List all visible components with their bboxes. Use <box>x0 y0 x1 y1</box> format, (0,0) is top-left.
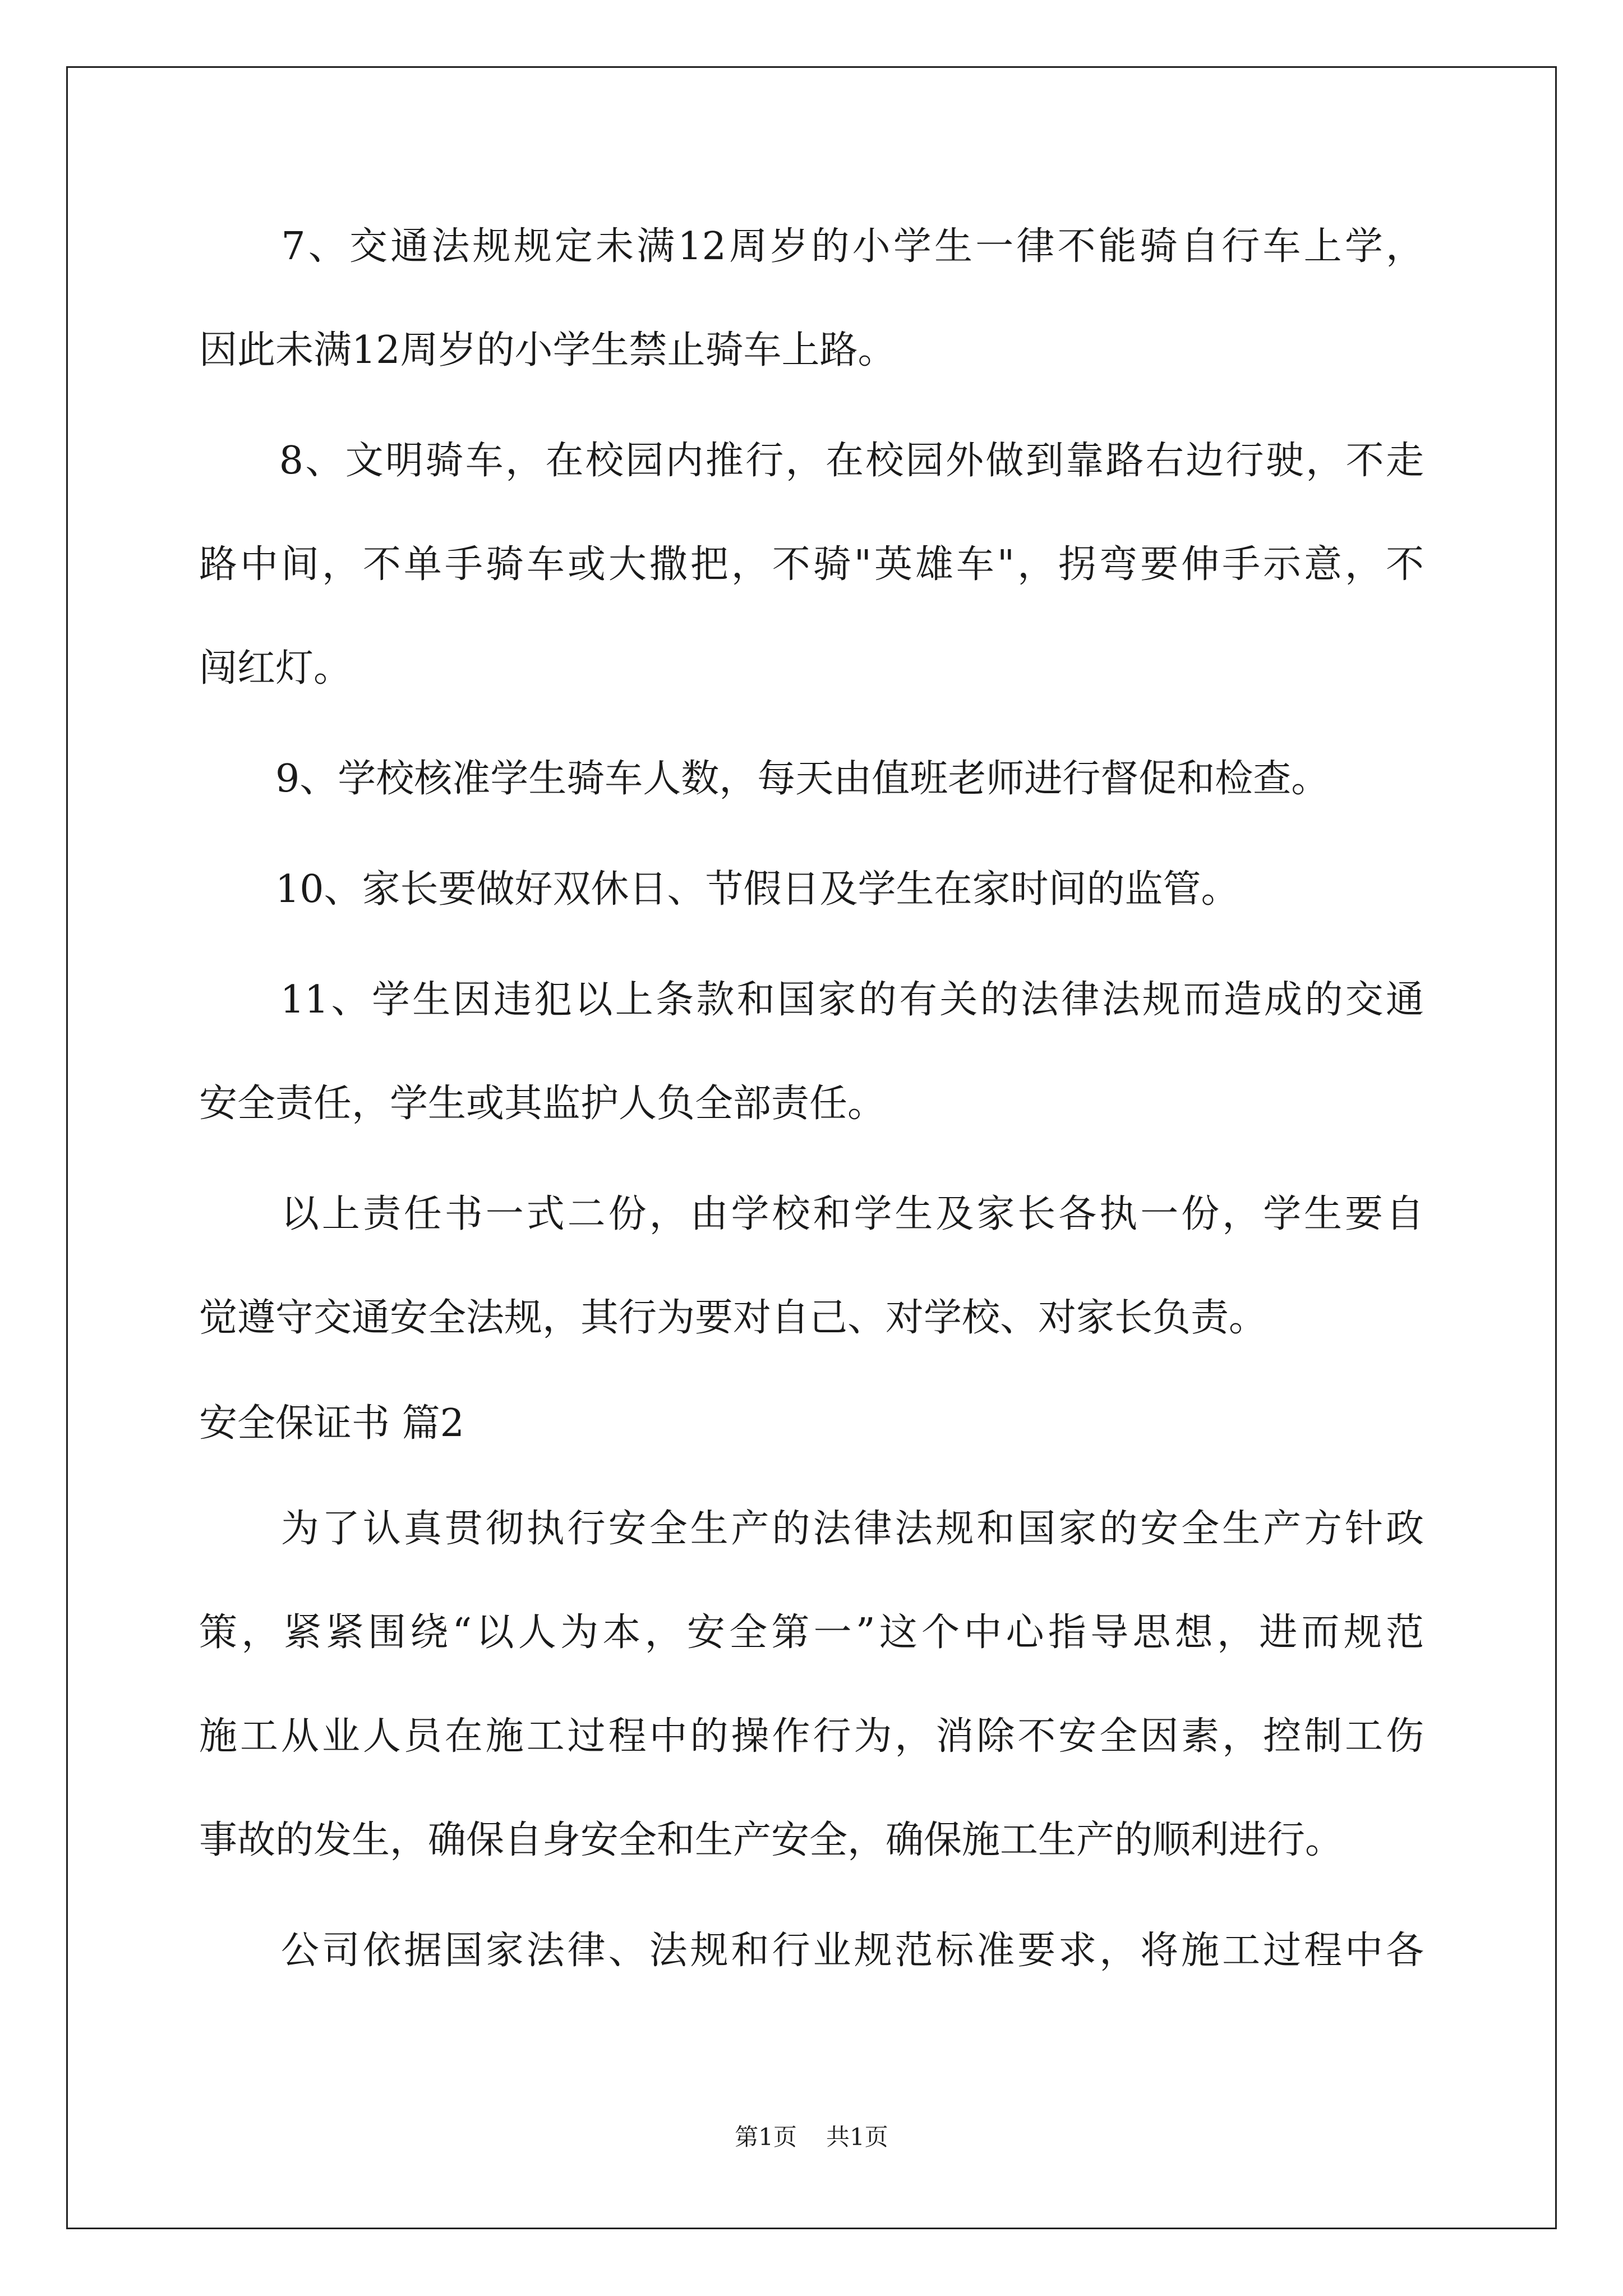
text-line: 路中间，不单手骑车或大撒把，不骑"英雄车"，拐弯要伸手示意，不 <box>199 542 1424 587</box>
text-line: 觉遵守交通安全法规，其行为要对自己、对学校、对家长负责。 <box>199 1296 1267 1340</box>
text-line: 7、交通法规规定未满12周岁的小学生一律不能骑自行车上学， <box>199 224 1424 269</box>
text-line: 10、家长要做好双休日、节假日及学生在家时间的监管。 <box>199 867 1239 912</box>
text-line: 闯红灯。 <box>199 646 352 691</box>
text-line: 8、文明骑车，在校园内推行，在校园外做到靠路右边行驶，不走 <box>199 439 1424 483</box>
text-line: 策，紧紧围绕“以人为本，安全第一”这个中心指导思想，进而规范 <box>199 1611 1424 1655</box>
text-line: 公司依据国家法律、法规和行业规范标准要求，将施工过程中各 <box>199 1929 1424 1973</box>
text-line: 施工从业人员在施工过程中的操作行为，消除不安全因素，控制工伤 <box>199 1714 1424 1759</box>
text-line: 事故的发生，确保自身安全和生产安全，确保施工生产的顺利进行。 <box>199 1818 1344 1862</box>
page-number-total: 共1页 <box>826 2123 888 2151</box>
text-line: 以上责任书一式二份，由学校和学生及家长各执一份，学生要自 <box>199 1192 1424 1236</box>
text-line: 11、学生因违犯以上条款和国家的有关的法律法规而造成的交通 <box>199 978 1424 1022</box>
text-line: 为了认真贯彻执行安全生产的法律法规和国家的安全生产方针政 <box>199 1507 1424 1551</box>
section-heading: 安全保证书 篇2 <box>199 1401 464 1446</box>
text-line: 安全责任，学生或其监护人负全部责任。 <box>199 1082 886 1126</box>
page-footer <box>0 2120 1623 2154</box>
text-line: 9、学校核准学生骑车人数，每天由值班老师进行督促和检查。 <box>199 757 1330 801</box>
page-number-current: 第1页 <box>735 2123 797 2151</box>
page-border <box>66 66 1557 2229</box>
text-line: 因此未满12周岁的小学生禁止骑车上路。 <box>199 328 896 372</box>
